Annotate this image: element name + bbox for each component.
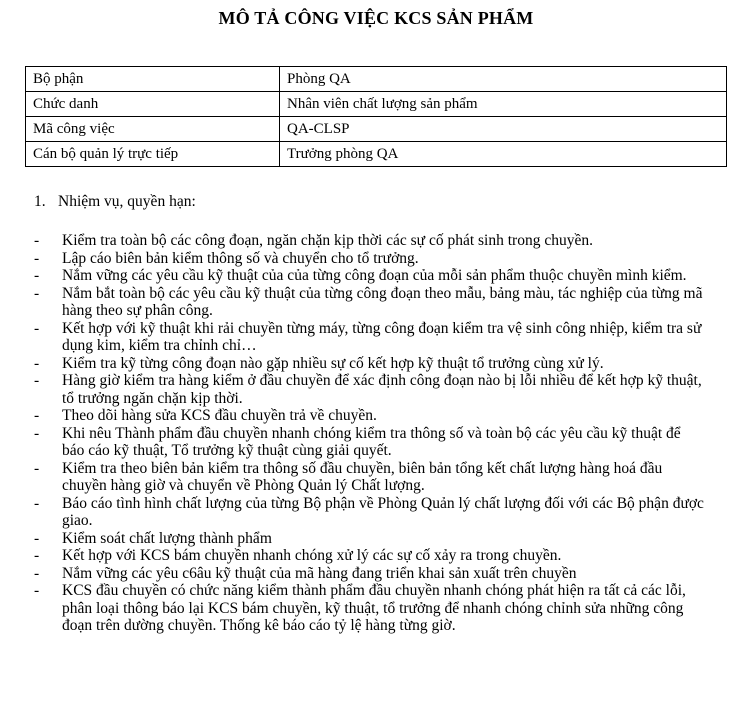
list-item: [0, 285, 752, 320]
bullet-dash: -: [34, 494, 40, 512]
section-title: Nhiệm vụ, quyền hạn:: [58, 193, 196, 210]
list-item: [0, 320, 752, 355]
task-text: Báo cáo tình hình chất lượng của từng Bộ phận về Phòng Quản lý chất lượng đối với các Bộ phận được giao.: [62, 494, 704, 529]
list-item: [0, 355, 752, 373]
task-text: Kiểm soát chất lượng thành phẩm: [62, 529, 272, 547]
info-value: QA-CLSP: [280, 117, 727, 142]
task-text: Nắm vững các yêu c6âu kỹ thuật của mã hàng đang triển khai sản xuất trên chuyền: [62, 564, 577, 582]
task-text: Lập cáo biên bản kiểm thông số và chuyển cho tổ trưởng.: [62, 249, 419, 267]
table-row: [26, 67, 727, 92]
info-value: Nhân viên chất lượng sản phẩm: [280, 92, 727, 117]
list-item: [0, 372, 752, 407]
bullet-dash: -: [34, 372, 40, 389]
bullet-dash: -: [34, 319, 40, 337]
task-text: Nắm vững các yêu cầu kỹ thuật của của từng công đoạn của mỗi sản phẩm thuộc chuyền mình kiểm.: [62, 267, 687, 284]
info-label: Mã công việc: [26, 117, 280, 142]
list-item: [0, 250, 752, 268]
list-item: [0, 565, 752, 583]
section-heading: [34, 193, 196, 211]
job-info-table: [25, 66, 727, 167]
bullet-dash: -: [34, 284, 40, 302]
bullet-dash: -: [34, 529, 40, 547]
task-text: Hàng giờ kiểm tra hàng kiểm ở đầu chuyền để xác định công đoạn nào bị lỗi nhiều để kết hợp kỹ thuật, tổ trưởng ngăn chặn kịp thời.: [62, 372, 702, 407]
info-label: Chức danh: [26, 92, 280, 117]
table-row: [26, 92, 727, 117]
task-list: [0, 232, 752, 635]
task-text: Kiểm tra theo biên bản kiểm tra thông số đầu chuyền, biên bản tổng kết chất lượng hàng hoá đầu chuyền hàng giờ và chuyển về Phòng Quản lý Chất lượng.: [62, 459, 663, 494]
table-row: [26, 117, 727, 142]
list-item: [0, 547, 752, 565]
info-label: Bộ phận: [26, 67, 280, 92]
document-title: MÔ TẢ CÔNG VIỆC KCS SẢN PHẨM: [218, 8, 534, 28]
bullet-dash: -: [34, 459, 40, 477]
bullet-dash: -: [34, 407, 40, 424]
task-text: Nắm bắt toàn bộ các yêu cầu kỹ thuật của từng công đoạn theo mẫu, bảng màu, tác nghiệp của từng mã hàng theo sự phân công.: [62, 284, 703, 319]
bullet-dash: -: [34, 267, 40, 284]
info-value: Phòng QA: [280, 67, 727, 92]
info-value: Trưởng phòng QA: [280, 142, 727, 167]
task-text: Kiểm tra kỹ từng công đoạn nào gặp nhiều sự cố kết hợp kỹ thuật tổ trưởng cùng xử lý.: [62, 354, 604, 372]
task-text: KCS đầu chuyền có chức năng kiểm thành phẩm đầu chuyền nhanh chóng phát hiện ra tất cả các lỗi, phân loại thông báo lại KCS bám chuyền, kỹ thuật, tổ trưởng để nhanh chóng chỉnh sửa những công đoạn trên dường chuyền. Thống kê báo cáo tỷ lệ hàng từng giờ.: [62, 582, 686, 634]
list-item: [0, 232, 752, 250]
task-text: Theo dõi hàng sửa KCS đầu chuyền trả về chuyền.: [62, 407, 377, 424]
list-item: [0, 582, 752, 635]
task-text: Kết hợp với kỹ thuật khi rải chuyền từng máy, từng công đoạn kiểm tra vệ sinh công nhiệp, kiểm tra sử dụng kim, kiểm tra chỉnh chỉ…: [62, 319, 702, 354]
bullet-dash: -: [34, 354, 40, 372]
bullet-dash: -: [34, 547, 40, 564]
list-item: [0, 407, 752, 425]
task-text: Kiểm tra toàn bộ các công đoạn, ngăn chặn kịp thời các sự cố phát sinh trong chuyền.: [62, 232, 593, 249]
list-item: [0, 460, 752, 495]
bullet-dash: -: [34, 582, 40, 599]
section-number: 1.: [34, 193, 46, 210]
list-item: [0, 425, 752, 460]
bullet-dash: -: [34, 564, 40, 582]
list-item: [0, 530, 752, 548]
task-text: Khi nêu Thành phẩm đầu chuyền nhanh chóng kiểm tra thông số và toàn bộ các yêu cầu kỹ thuật để báo cáo kỹ thuật, Tổ trưởng kỹ thuật cùng giải quyết.: [62, 424, 681, 459]
bullet-dash: -: [34, 424, 40, 442]
info-label: Cán bộ quản lý trực tiếp: [26, 142, 280, 167]
bullet-dash: -: [34, 232, 40, 249]
bullet-dash: -: [34, 249, 40, 267]
list-item: [0, 495, 752, 530]
task-text: Kết hợp với KCS bám chuyền nhanh chóng xử lý các sự cố xảy ra trong chuyền.: [62, 547, 562, 564]
table-row: [26, 142, 727, 167]
list-item: [0, 267, 752, 285]
